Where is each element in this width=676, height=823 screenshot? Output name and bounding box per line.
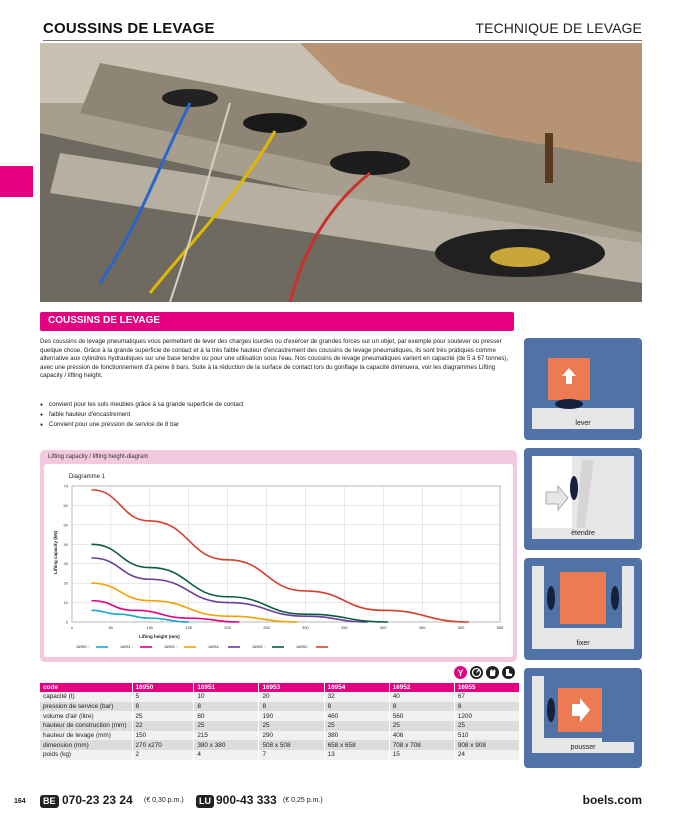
legend-label: 16951 : (120, 645, 133, 649)
table-cell: 32 (324, 692, 389, 702)
intro-paragraph: Des coussins de levage pneumatiques vous permettent de lever des charges lourdes ou d'exercer de grandes forces sur un objet, par exemple pour soulever ou presser quelque chose. Grâce à la grande superficie de contact et à la très faible hauteur d'encastrement des coussins de levage pneumatiques, ils sont très pratiques comme alternative aux cylindres hydrauliques sur une base tendre ou pour une utilisation sous l'eau. Nos coussins de levage pneumatiques varient en capacité (de 5 à 67 tonnes), avec une pression de fonctionnement d'à peine 8 bars. Suite à la réduction de la surface de contact lors du gonflage la capacité diminuera, voir les diagrammes Lifting capacity / lifting height. (40, 338, 509, 380)
page-title: COUSSINS DE LEVAGE (43, 20, 215, 37)
table-cell: 908 x 908 (454, 740, 519, 750)
table-cell: 22 (132, 721, 194, 731)
table-cell: 67 (454, 692, 519, 702)
lifting-chart (44, 464, 513, 657)
belgium-phone: 070-23 23 24 (62, 793, 133, 807)
table-header-row (40, 683, 520, 692)
table-cell: 270 x270 (132, 740, 194, 750)
x-tick-label: 0 (70, 625, 74, 630)
svg-text:Y: Y (457, 668, 464, 678)
lift-diagram-card (524, 338, 642, 440)
table-cell: 290 (259, 731, 324, 741)
glove-icon (486, 666, 499, 679)
side-index-tab (0, 166, 33, 197)
table-cell: capacité (t) (40, 692, 132, 702)
feature-item: ● convient pour les sols meubles grâce à sa grande superficie de contact (40, 400, 510, 410)
table-cell: 460 (324, 711, 389, 721)
x-tick-label: 500 (457, 625, 465, 630)
header-divider (43, 40, 642, 41)
table-cell: 8 (389, 702, 454, 712)
card-label-lever: lever (532, 418, 634, 429)
table-cell: 406 (389, 731, 454, 741)
table-cell: hauteur de construction (mm) (40, 721, 132, 731)
pressure-icon (454, 666, 467, 679)
table-cell: hauteur de levage (mm) (40, 731, 132, 741)
table-cell: 380 (324, 731, 389, 741)
y-tick-label: 30 (63, 561, 68, 567)
fix-diagram-card (524, 558, 642, 660)
x-tick-label: 350 (341, 625, 348, 630)
belgium-price: (€ 0,30 p.m.) (144, 797, 184, 804)
table-row (40, 702, 520, 712)
table-cell: 20 (259, 692, 324, 702)
chart-panel (40, 450, 517, 662)
legend-label: 16953 : (164, 645, 177, 649)
legend-label: 16954 : (208, 645, 221, 649)
table-cell: 658 x 658 (324, 740, 389, 750)
table-cell: 8 (259, 702, 324, 712)
gauge-icon (470, 666, 483, 679)
table-cell: 25 (389, 721, 454, 731)
page-header (43, 18, 642, 40)
push-diagram-card (524, 668, 642, 768)
luxembourg-badge: LU (196, 795, 214, 808)
table-cell: 4 (194, 750, 259, 760)
table-cell: dimension (mm) (40, 740, 132, 750)
table-row (40, 711, 520, 721)
series-line-16954 (91, 558, 367, 622)
y-tick-label: 20 (63, 580, 68, 586)
chart-title: Diagramme 1 (69, 474, 106, 480)
y-tick-label: 40 (63, 541, 68, 547)
table-cell: 8 (454, 702, 519, 712)
table-header-cell: 16955 (454, 683, 519, 692)
plot-frame (72, 486, 500, 622)
table-cell: 190 (259, 711, 324, 721)
table-cell: volume d'air (litre) (40, 711, 132, 721)
x-tick-label: 250 (263, 625, 270, 630)
table-header-cell: 16950 (132, 683, 194, 692)
table-row (40, 692, 520, 702)
product-photo (40, 43, 642, 302)
table-cell: 10 (194, 692, 259, 702)
x-tick-label: 450 (418, 625, 426, 630)
y-tick-label: 70 (63, 483, 68, 489)
table-row (40, 740, 520, 750)
table-cell: 8 (194, 702, 259, 712)
chart-area (44, 464, 513, 657)
table-cell: 708 x 708 (389, 740, 454, 750)
x-tick-label: 300 (302, 625, 309, 630)
legend-label: 16952 : (252, 645, 265, 649)
table-cell: 1200 (454, 711, 519, 721)
category-title: TECHNIQUE DE LEVAGE (475, 20, 642, 36)
table-cell: 80 (194, 711, 259, 721)
table-cell: 15 (389, 750, 454, 760)
table-cell: 2 (132, 750, 194, 760)
x-tick-label: 550 (496, 625, 504, 630)
luxembourg-price: (€ 0,25 p.m.) (283, 797, 323, 804)
card-label-fixer: fixer (532, 638, 634, 649)
table-cell: 508 x 508 (259, 740, 324, 750)
feature-list (40, 400, 510, 430)
series-line-16950 (91, 610, 188, 622)
table-cell: 215 (194, 731, 259, 741)
y-tick-label: 0 (65, 619, 68, 625)
table-cell: 150 (132, 731, 194, 741)
luxembourg-phone: 900-43 333 (216, 793, 277, 807)
table-row (40, 721, 520, 731)
y-tick-label: 60 (63, 502, 68, 508)
table-cell: 560 (389, 711, 454, 721)
feature-item: ● faible hauteur d'encastrement (40, 410, 510, 420)
table-row (40, 750, 520, 760)
spread-diagram-card (524, 448, 642, 550)
page-number: 164 (14, 798, 26, 805)
card-label-pousser: pousser (532, 742, 634, 753)
table-cell: 7 (259, 750, 324, 760)
table-header-cell: 16951 (194, 683, 259, 692)
x-axis-label: Lifting height (mm) (139, 634, 180, 639)
boot-icon (502, 666, 515, 679)
legend-label: 16950 : (76, 645, 89, 649)
table-cell: poids (kg) (40, 750, 132, 760)
table-cell: 380 x 380 (194, 740, 259, 750)
page-footer (0, 790, 676, 814)
specification-table (40, 683, 520, 760)
card-label-etendre: étendre (532, 528, 634, 539)
table-cell: 25 (259, 721, 324, 731)
table-header-cell: 16953 (259, 683, 324, 692)
y-tick-label: 50 (63, 522, 68, 528)
table-header-cell: code (40, 683, 132, 692)
y-axis-label: Lifting capacity (kN) (53, 530, 58, 574)
product-icons (450, 666, 520, 680)
y-tick-label: 10 (63, 600, 68, 606)
table-cell: 25 (132, 711, 194, 721)
section-title: COUSSINS DE LEVAGE (48, 315, 161, 326)
table-header-cell: 16954 (324, 683, 389, 692)
legend-label: 16955 : (296, 645, 309, 649)
table-cell: 40 (389, 692, 454, 702)
x-tick-label: 150 (185, 625, 193, 630)
section-title-bar (40, 312, 514, 331)
website-link[interactable]: boels.com (582, 793, 642, 807)
chart-panel-title: Lifting capacity / lifting height-diagram (48, 454, 149, 460)
x-tick-label: 100 (146, 625, 154, 630)
belgium-badge: BE (40, 795, 59, 808)
table-cell: 24 (454, 750, 519, 760)
table-cell: 25 (324, 721, 389, 731)
table-cell: 8 (132, 702, 194, 712)
x-tick-label: 400 (379, 625, 387, 630)
table-cell: pression de service (bar) (40, 702, 132, 712)
table-header-cell: 16952 (389, 683, 454, 692)
table-row (40, 731, 520, 741)
table-cell: 5 (132, 692, 194, 702)
x-tick-label: 200 (224, 625, 231, 630)
x-tick-label: 50 (108, 625, 114, 630)
table-cell: 25 (194, 721, 259, 731)
table-cell: 8 (324, 702, 389, 712)
series-line-16955 (91, 490, 468, 622)
feature-item: ● Convient pour une pression de service de 8 bar (40, 420, 510, 430)
table-cell: 13 (324, 750, 389, 760)
table-cell: 25 (454, 721, 519, 731)
table-cell: 510 (454, 731, 519, 741)
